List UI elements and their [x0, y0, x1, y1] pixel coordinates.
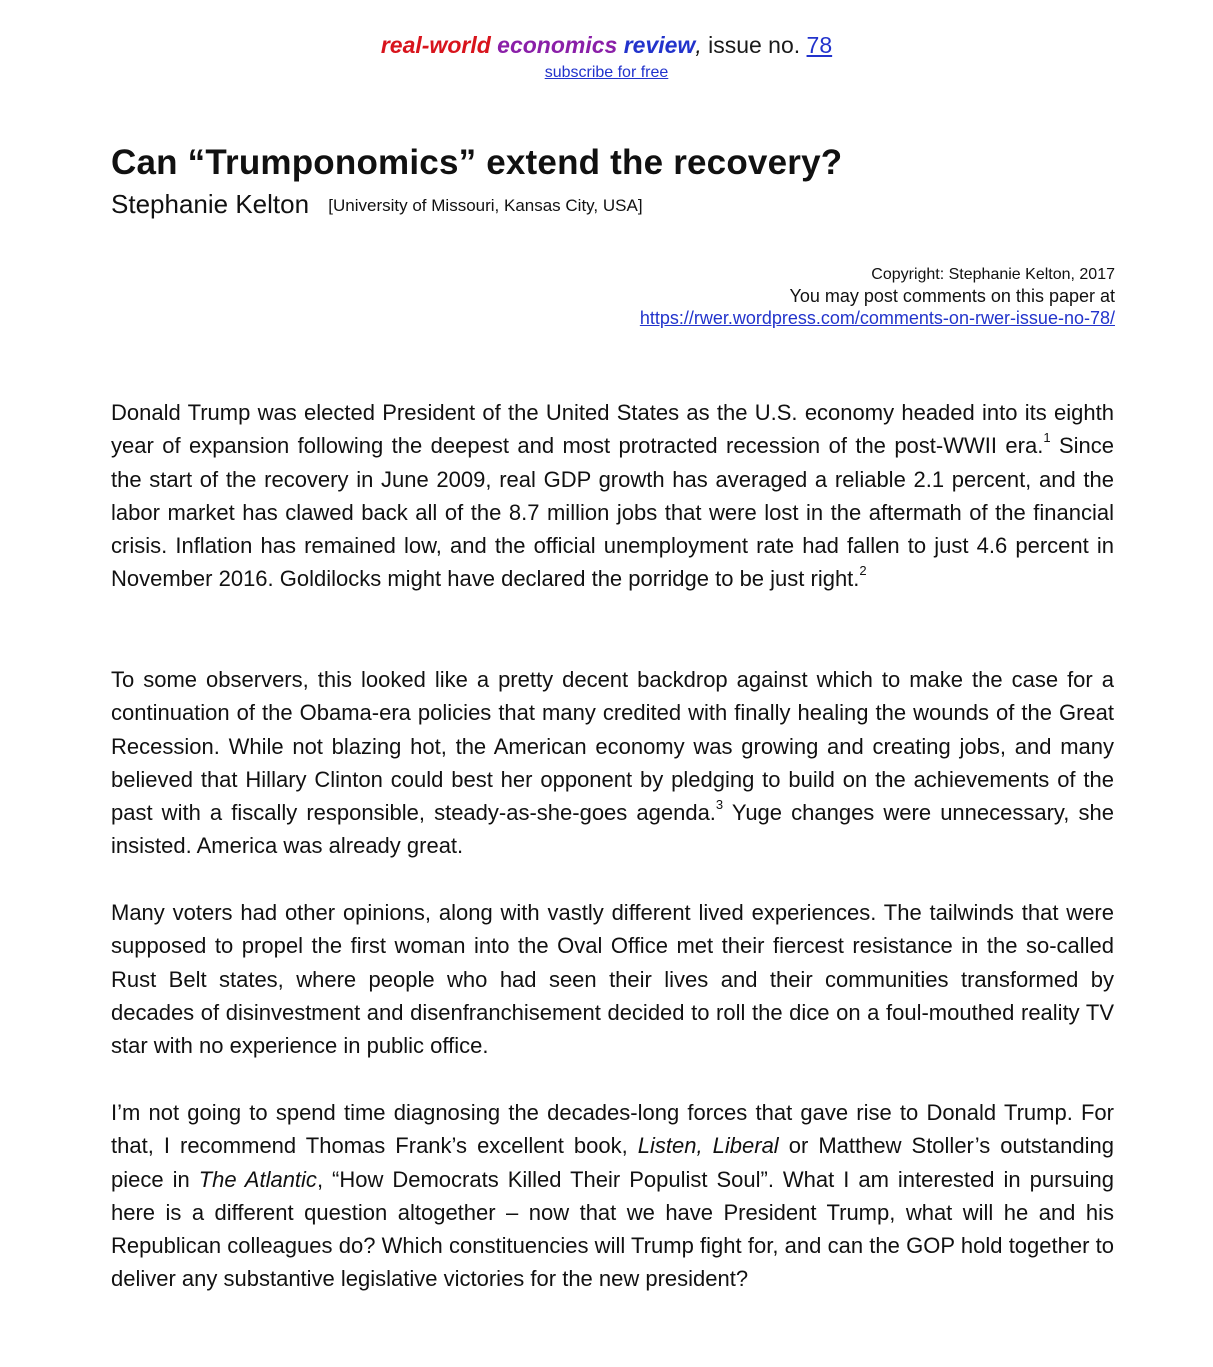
author-name: Stephanie Kelton: [111, 189, 310, 219]
paragraph-4-text-a: I’m not going to spend time diagnosing the decades-long forces that gave rise to Donald Trump. For that, I recommend Thomas Frank’s excellent book,: [111, 1100, 1114, 1159]
author-affiliation: [University of Missouri, Kansas City, USA]: [328, 196, 643, 215]
copyright-block: [640, 265, 1115, 329]
masthead-word-review: review: [623, 32, 696, 58]
copyright-notice: Copyright: Stephanie Kelton, 2017: [871, 266, 1115, 283]
comments-url-link[interactable]: https://rwer.wordpress.com/comments-on-rwer-issue-no-78/: [639, 308, 1115, 328]
article-title: Can “Trumponomics” extend the recovery?: [111, 143, 843, 182]
subscribe-link[interactable]: subscribe for free: [544, 64, 669, 81]
masthead-word-real-world: real-world: [380, 32, 491, 58]
paragraph-2-text-b: Yuge changes were unnecessary, she insisted. America was already great.: [111, 800, 1114, 859]
issue-number-link[interactable]: 78: [806, 32, 833, 58]
paragraph-4: [111, 1096, 1114, 1296]
magazine-title: The Atlantic: [198, 1166, 317, 1192]
masthead-word-economics: economics: [497, 32, 618, 58]
issue-label: issue no.: [708, 32, 801, 58]
paragraph-2: [111, 663, 1114, 863]
footnote-ref-3[interactable]: 3: [715, 796, 724, 812]
footnote-ref-1[interactable]: 1: [1043, 429, 1051, 445]
paragraph-1-text-b: Since the start of the recovery in June 2009, real GDP growth has averaged a reliable 2.1 percent, and the labor market has clawed back all of the 8.7 million jobs that were lost in the aftermath of the financial crisis. Inflation has remained low, and the official unemployment rate had fallen to just 4.6 percent in November 2016. Goldilocks might have declared the porridge to be just right.: [111, 433, 1114, 592]
journal-masthead: [0, 31, 1213, 59]
paragraph-4-text-b: or Matthew Stoller’s outstanding piece in: [111, 1133, 1114, 1192]
paragraph-2-text-a: To some observers, this looked like a pretty decent backdrop against which to make the case for a continuation of the Obama-era policies that many credited with finally healing the wounds of the Great Recession. While not blazing hot, the American economy was growing and creating jobs, and many believed that Hillary Clinton could best her opponent by pledging to build on the achievements of the past with a fiscally responsible, steady-as-she-goes agenda.: [111, 667, 1114, 826]
paragraph-1-text-a: Donald Trump was elected President of the United States as the U.S. economy headed into its eighth year of expansion following the deepest and most protracted recession of the post-WWII era.: [111, 400, 1114, 459]
comments-notice: You may post comments on this paper at: [789, 286, 1115, 306]
book-title: Listen, Liberal: [637, 1133, 779, 1159]
footnote-ref-2[interactable]: 2: [859, 563, 867, 579]
masthead-comma: ,: [695, 32, 702, 58]
paragraph-1: [111, 396, 1114, 596]
paragraph-4-text-c: , “How Democrats Killed Their Populist Soul”. What I am interested in pursuing here is a different question altogether – now that we have President Trump, what will he and his Republican colleagues do? Which constituencies will Trump fight for, and can the GOP hold together to deliver any substantive legislative victories for the new president?: [111, 1166, 1115, 1292]
paragraph-3: Many voters had other opinions, along with vastly different lived experiences. The tailwinds that were supposed to propel the first woman into the Oval Office met their fiercest resistance in the so-called Rust Belt states, where people who had seen their lives and their communities transformed by decades of disinvestment and disenfranchisement decided to roll the dice on a foul-mouthed reality TV star with no experience in public office.: [111, 900, 1114, 1059]
author-line: [111, 189, 643, 220]
